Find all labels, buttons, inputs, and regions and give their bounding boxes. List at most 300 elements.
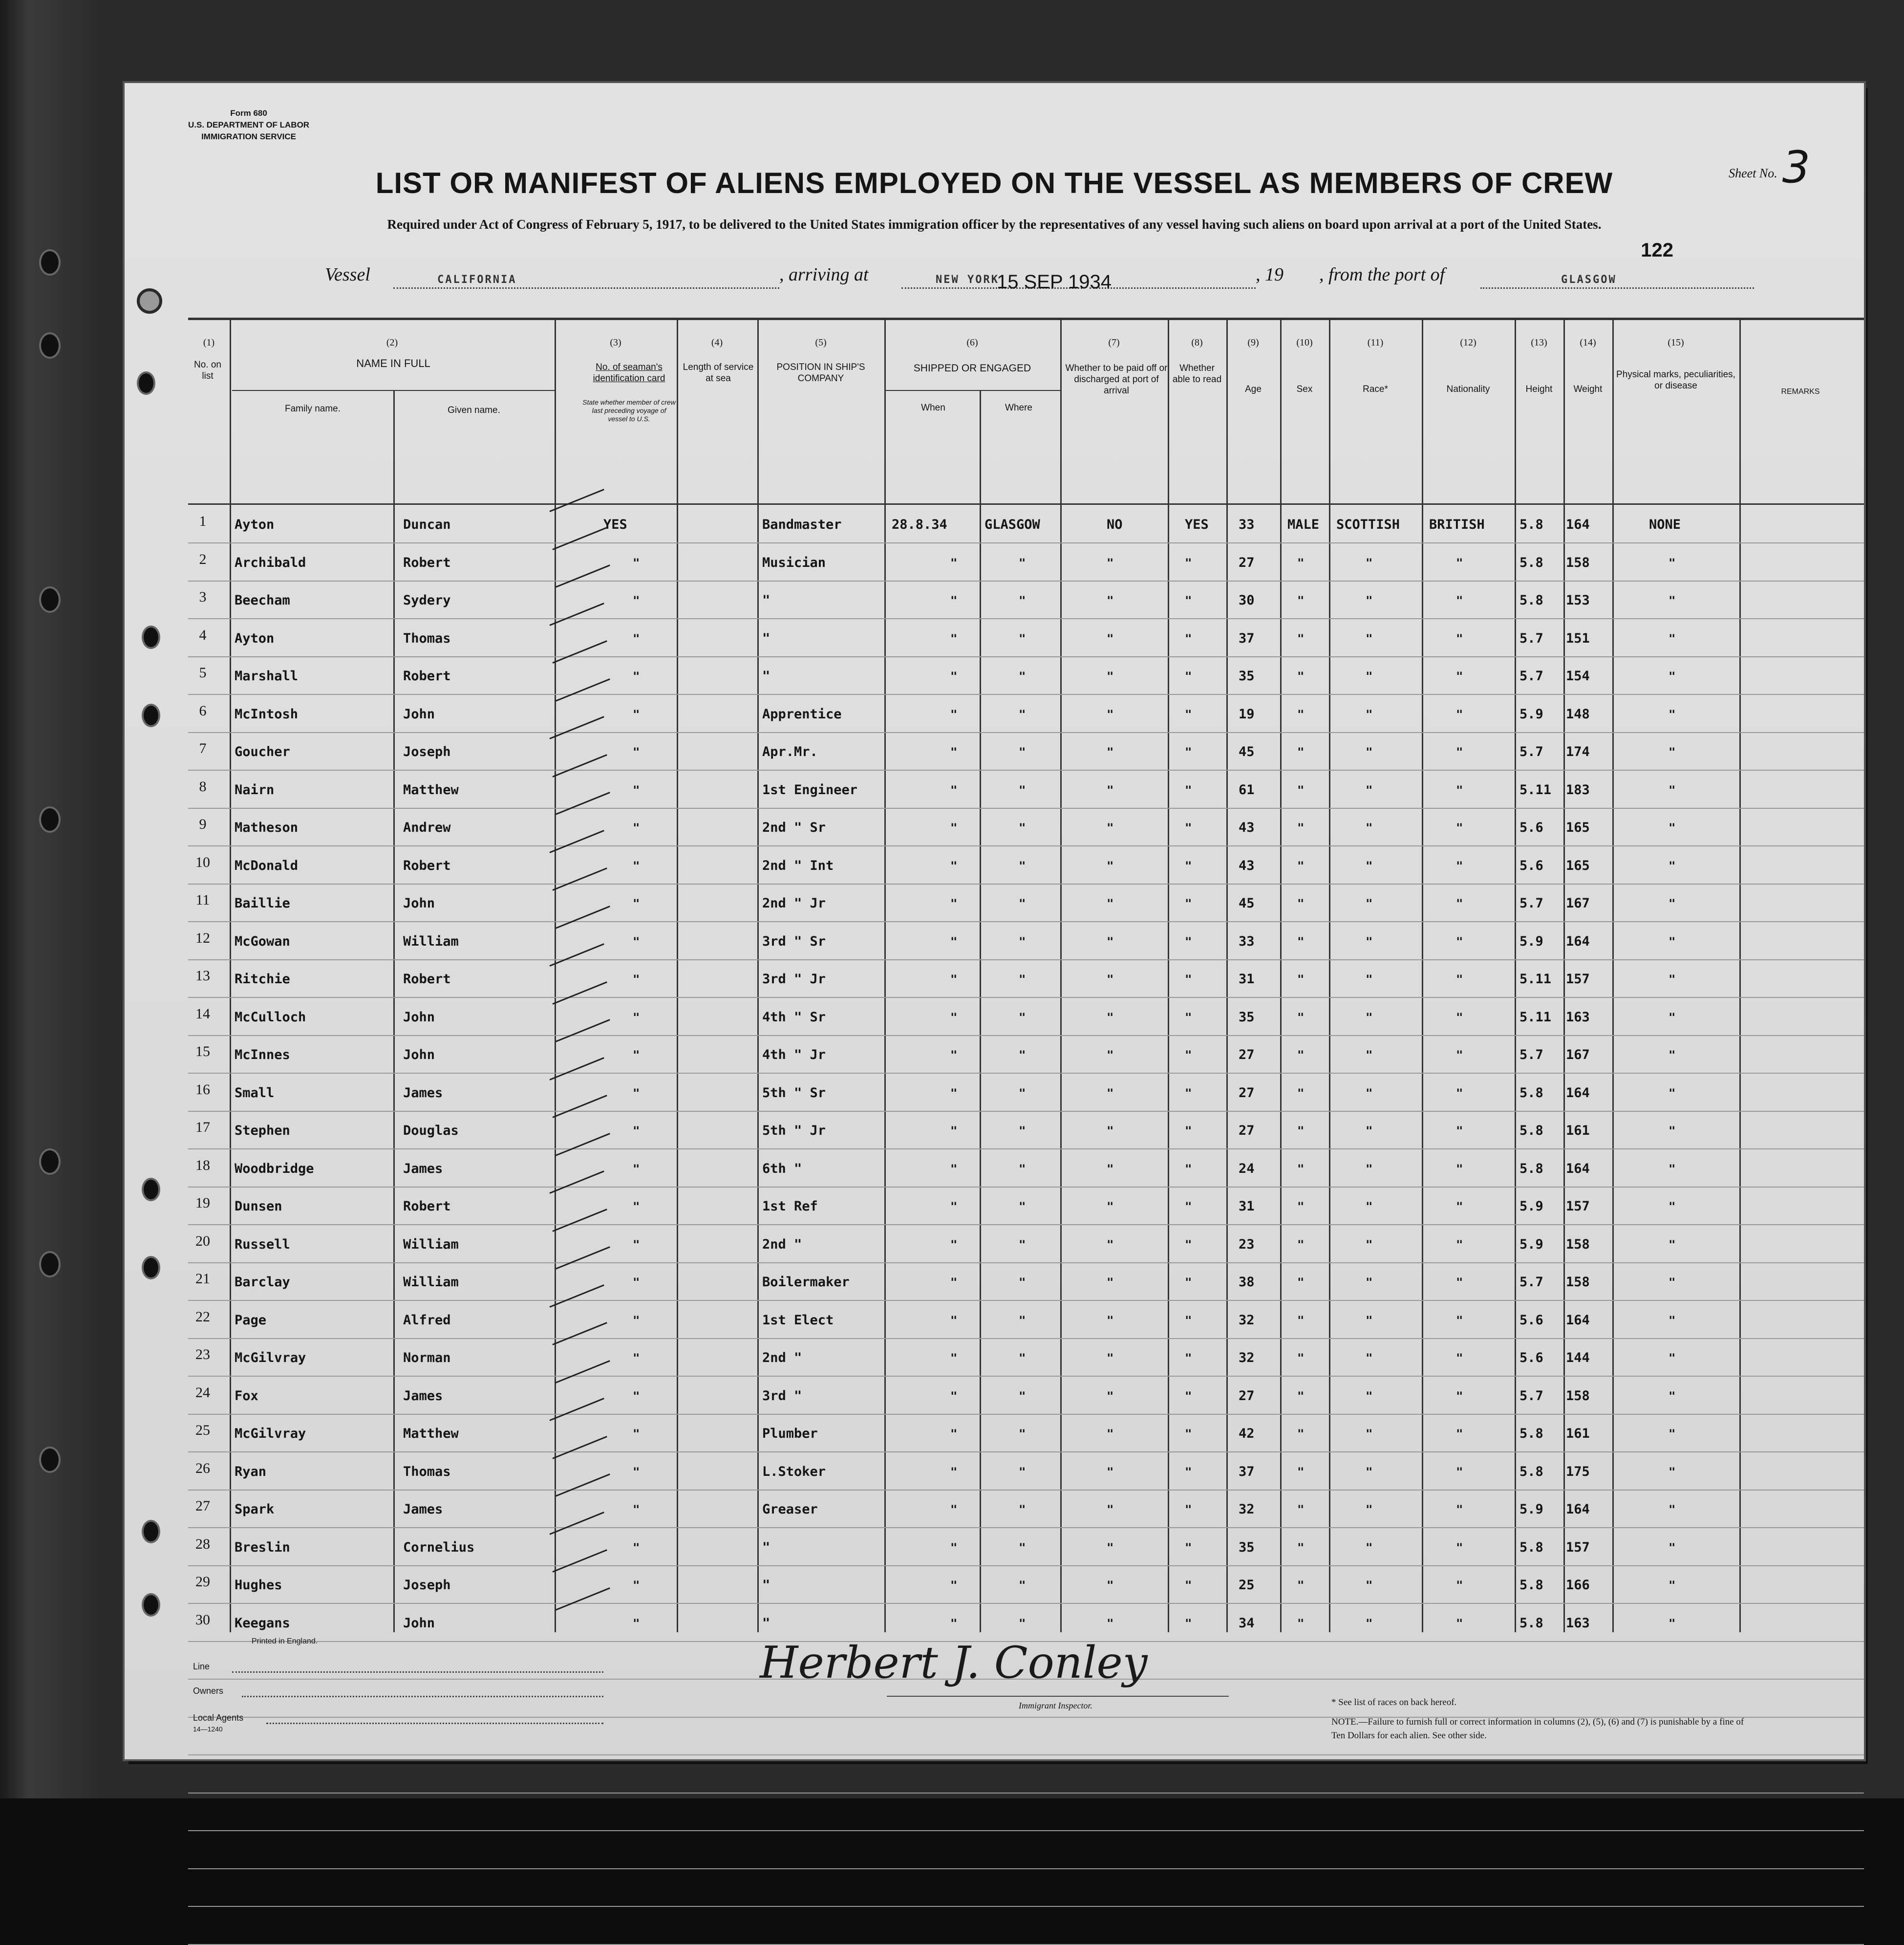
ditto-mark: " <box>1366 1578 1373 1592</box>
ditto-mark: " <box>1366 556 1373 570</box>
row-number: 28 <box>195 1535 210 1552</box>
column-rule <box>1060 318 1062 1632</box>
ditto-mark: " <box>1366 1010 1373 1024</box>
ditto-mark: " <box>1185 934 1192 949</box>
check-mark <box>549 603 604 626</box>
ditto-mark: " <box>950 1616 958 1630</box>
check-mark <box>552 1549 607 1573</box>
ditto-mark: " <box>1019 1578 1026 1592</box>
given-name: William <box>403 1275 459 1290</box>
ditto-mark: " <box>1456 897 1463 910</box>
ditto-mark: " <box>1456 556 1463 570</box>
age: 35 <box>1239 1009 1255 1025</box>
ditto-mark: " <box>633 783 640 797</box>
check-mark <box>552 640 607 664</box>
weight: 164 <box>1566 933 1590 949</box>
ditto-mark: " <box>1669 821 1676 835</box>
ditto-mark: " <box>1366 1540 1373 1555</box>
row-rule <box>188 1300 1864 1301</box>
binder-ring <box>137 288 162 314</box>
age: 61 <box>1239 782 1255 798</box>
age: 27 <box>1239 1085 1255 1101</box>
position: 3rd " Jr <box>762 972 826 987</box>
height: 5.7 <box>1519 1047 1543 1062</box>
family-name: McGowan <box>235 933 290 949</box>
given-name: Cornelius <box>403 1539 475 1555</box>
given-name: James <box>403 1161 443 1176</box>
height: 5.6 <box>1519 820 1543 835</box>
given-name: James <box>403 1085 443 1101</box>
age: 43 <box>1239 858 1255 873</box>
row-rule <box>188 770 1864 771</box>
given-name: Douglas <box>403 1123 459 1138</box>
ditto-mark: " <box>1456 1237 1463 1252</box>
ditto-mark: " <box>1019 594 1026 607</box>
ditto-mark: " <box>1107 707 1114 721</box>
position: 2nd " <box>762 1350 802 1365</box>
position: Boilermaker <box>762 1275 850 1290</box>
ditto-mark: " <box>1107 1313 1114 1327</box>
ditto-mark: " <box>950 556 958 570</box>
ditto-mark: " <box>633 670 640 683</box>
ditto-mark: " <box>1107 1237 1114 1252</box>
ditto-mark: " <box>1456 1313 1463 1327</box>
weight: 174 <box>1566 744 1590 759</box>
ditto-mark: " <box>1297 1540 1305 1555</box>
ditto-mark: " <box>1107 897 1114 910</box>
ditto-mark: " <box>1366 631 1373 646</box>
ditto-mark: " <box>1185 1313 1192 1327</box>
age: 42 <box>1239 1426 1255 1441</box>
ditto-mark: " <box>1297 631 1305 646</box>
age: 37 <box>1239 630 1255 646</box>
from-port-fill <box>1480 287 1754 289</box>
ditto-mark: " <box>950 1540 958 1555</box>
agents-label: Local Agents <box>193 1713 244 1723</box>
race: SCOTTISH <box>1336 517 1400 532</box>
given-name: Alfred <box>403 1312 451 1328</box>
height: 5.8 <box>1519 1085 1543 1101</box>
ditto-mark: " <box>950 1010 958 1024</box>
given-name-rule <box>393 390 395 1632</box>
from-port-label: , from the port of <box>1319 264 1445 285</box>
row-rule <box>188 732 1864 733</box>
ditto-mark: " <box>1669 1200 1676 1213</box>
row-number: 25 <box>195 1422 210 1438</box>
row-rule <box>188 1868 1864 1869</box>
ditto-mark: " <box>1019 1351 1026 1365</box>
ditto-mark: " <box>1456 1465 1463 1479</box>
ditto-mark: " <box>1019 1616 1026 1630</box>
ditto-mark: " <box>1019 897 1026 910</box>
ditto-mark: " <box>950 1275 958 1289</box>
family-name: Keegans <box>235 1615 290 1631</box>
check-mark <box>555 792 610 815</box>
ditto-mark: " <box>1107 1616 1114 1630</box>
weight: 167 <box>1566 1047 1590 1062</box>
family-name: Beecham <box>235 593 290 608</box>
ditto-mark: " <box>1019 1389 1026 1403</box>
position: 6th " <box>762 1161 802 1176</box>
ditto-mark: " <box>1366 1275 1373 1289</box>
ditto-mark: " <box>1669 594 1676 607</box>
ditto-mark: " <box>1669 1124 1676 1138</box>
ditto-mark: " <box>1456 631 1463 646</box>
row-rule <box>188 1603 1864 1604</box>
column-number: (7) <box>1108 337 1120 348</box>
punch-hole <box>39 1251 61 1277</box>
column-rule <box>230 318 231 1632</box>
ditto-mark: " <box>1669 1237 1676 1252</box>
manifest-sheet <box>125 83 1864 1759</box>
check-mark <box>555 564 610 588</box>
row-rule <box>188 808 1864 809</box>
given-name: John <box>403 896 435 911</box>
punch-hole <box>142 1520 160 1543</box>
ditto-mark: " <box>1456 594 1463 607</box>
column-number: (10) <box>1296 337 1313 348</box>
row-rule <box>188 1338 1864 1339</box>
ditto-mark: " <box>950 972 958 986</box>
ditto-mark: " <box>1019 859 1026 873</box>
row-number: 11 <box>195 892 210 908</box>
arrival-date-stamp: 15 SEP 1934 <box>997 271 1112 293</box>
position: Apprentice <box>762 706 842 722</box>
sheet-number-label: Sheet No. <box>1729 166 1777 180</box>
ditto-mark: " <box>1185 745 1192 759</box>
position: L.Stoker <box>762 1464 826 1479</box>
ditto-mark: " <box>633 1048 640 1062</box>
weight: 175 <box>1566 1464 1590 1479</box>
ditto-mark: " <box>1366 1124 1373 1138</box>
check-mark <box>549 1398 604 1421</box>
weight: 154 <box>1566 669 1590 684</box>
ditto-mark: " <box>633 1427 640 1441</box>
check-mark <box>555 1246 610 1270</box>
row-number: 13 <box>195 968 210 984</box>
ditto-mark: " <box>1669 707 1676 721</box>
check-mark <box>552 1095 607 1118</box>
sex: MALE <box>1287 517 1320 532</box>
ditto-mark: " <box>950 1124 958 1138</box>
ditto-mark: " <box>1297 1048 1305 1062</box>
age: 32 <box>1239 1502 1255 1517</box>
row-rule <box>188 618 1864 619</box>
col-position-header: POSITION IN SHIP'S COMPANY <box>776 362 865 384</box>
column-rule <box>1226 318 1228 1632</box>
check-mark <box>552 754 607 778</box>
column-number: (11) <box>1367 337 1384 348</box>
ditto-mark: " <box>1297 821 1305 835</box>
ditto-mark: " <box>1107 1578 1114 1592</box>
ditto-mark: " <box>1019 1086 1026 1100</box>
ditto-mark: " <box>1107 1540 1114 1555</box>
row-number: 22 <box>195 1308 210 1325</box>
form-department: U.S. DEPARTMENT OF LABOR <box>188 120 310 130</box>
ditto-mark: " <box>1366 1313 1373 1327</box>
ditto-mark: " <box>1019 670 1026 683</box>
height: 5.7 <box>1519 1388 1543 1404</box>
column-number: (4) <box>711 337 723 348</box>
ditto-mark: " <box>633 1010 640 1024</box>
ditto-mark: " <box>1456 783 1463 797</box>
ditto-mark: " <box>1185 1578 1192 1592</box>
ditto-mark: " <box>1297 1503 1305 1516</box>
ditto-mark: " <box>1456 1578 1463 1592</box>
weight: 166 <box>1566 1578 1590 1593</box>
ditto-mark: " <box>1185 1200 1192 1213</box>
check-mark <box>552 1209 607 1232</box>
ditto-mark: " <box>1669 1048 1676 1062</box>
ditto-mark: " <box>1185 1162 1192 1176</box>
weight: 158 <box>1566 1236 1590 1252</box>
ditto-mark: " <box>1107 631 1114 646</box>
row-rule <box>188 1944 1864 1945</box>
ditto-mark: " <box>1019 1048 1026 1062</box>
height: 5.8 <box>1519 1615 1543 1631</box>
given-name: James <box>403 1388 443 1404</box>
arriving-label: , arriving at <box>779 264 869 285</box>
weight: 164 <box>1566 1502 1590 1517</box>
family-name: Marshall <box>235 669 299 684</box>
ditto-mark: " <box>1456 934 1463 949</box>
age: 38 <box>1239 1275 1255 1290</box>
ditto-mark: " <box>1019 1275 1026 1289</box>
row-number: 19 <box>195 1195 210 1211</box>
position: 4th " Sr <box>762 1009 826 1025</box>
ditto-mark: " <box>1297 1578 1305 1592</box>
ditto-mark: " <box>1456 1200 1463 1213</box>
row-rule <box>188 1262 1864 1263</box>
position: 1st Ref <box>762 1199 818 1214</box>
weight: 158 <box>1566 555 1590 570</box>
ditto-mark: " <box>950 783 958 797</box>
height: 5.7 <box>1519 896 1543 911</box>
weight: 164 <box>1566 517 1590 532</box>
ditto-mark: " <box>1019 1313 1026 1327</box>
family-name: McDonald <box>235 858 299 873</box>
col-where-header: Where <box>1005 403 1032 413</box>
position: 1st Engineer <box>762 782 858 798</box>
col-nationality-header: Nationality <box>1446 384 1490 394</box>
position: " <box>762 630 770 646</box>
height: 5.11 <box>1519 782 1552 798</box>
position: " <box>762 669 770 684</box>
weight: 165 <box>1566 858 1590 873</box>
ditto-mark: " <box>633 1616 640 1630</box>
able-to-read: YES <box>1185 517 1209 532</box>
ditto-mark: " <box>1107 1162 1114 1176</box>
check-mark <box>555 678 610 702</box>
ditto-mark: " <box>1456 1048 1463 1062</box>
col-name-header: NAME IN FULL <box>356 357 430 369</box>
ditto-mark: " <box>1185 972 1192 986</box>
ditto-mark: " <box>1185 631 1192 646</box>
ditto-mark: " <box>1019 1162 1026 1176</box>
ditto-mark: " <box>1366 783 1373 797</box>
punch-hole <box>39 586 61 613</box>
ditto-mark: " <box>950 1313 958 1327</box>
given-name: William <box>403 933 459 949</box>
ditto-mark: " <box>1366 1389 1373 1403</box>
ditto-mark: " <box>1019 1427 1026 1441</box>
ditto-mark: " <box>1297 1124 1305 1138</box>
signature-line <box>887 1696 1229 1697</box>
row-number: 14 <box>195 1005 210 1022</box>
row-number: 10 <box>195 854 210 870</box>
ditto-mark: " <box>1297 707 1305 721</box>
row-number: 29 <box>195 1574 210 1590</box>
weight: 183 <box>1566 782 1590 798</box>
row-number: 23 <box>195 1346 210 1362</box>
age: 27 <box>1239 1388 1255 1404</box>
age: 34 <box>1239 1615 1255 1631</box>
ditto-mark: " <box>1107 745 1114 759</box>
printed-in: Printed in England. <box>252 1637 318 1645</box>
ditto-mark: " <box>1107 1048 1114 1062</box>
family-name: McIntosh <box>235 706 299 722</box>
punch-hole <box>142 704 160 727</box>
ditto-mark: " <box>1366 1162 1373 1176</box>
check-mark <box>549 489 604 512</box>
height: 5.7 <box>1519 1275 1543 1290</box>
family-name: Fox <box>235 1388 258 1404</box>
ditto-mark: " <box>633 1086 640 1100</box>
arrival-port: NEW YORK <box>936 274 999 286</box>
height: 5.8 <box>1519 1578 1543 1593</box>
ditto-mark: " <box>1107 934 1114 949</box>
ditto-mark: " <box>1669 897 1676 910</box>
ditto-mark: " <box>633 1503 640 1516</box>
height: 5.6 <box>1519 858 1543 873</box>
ditto-mark: " <box>633 707 640 721</box>
ditto-mark: " <box>633 972 640 986</box>
punch-hole <box>142 1593 160 1617</box>
nationality: BRITISH <box>1429 517 1485 532</box>
col-age-header: Age <box>1245 384 1262 394</box>
page-number: 122 <box>1641 239 1673 261</box>
position: 2nd " <box>762 1236 802 1252</box>
ditto-mark: " <box>1185 1275 1192 1289</box>
position: Musician <box>762 555 826 570</box>
row-rule <box>188 1187 1864 1188</box>
ditto-mark: " <box>633 934 640 949</box>
ditto-mark: " <box>950 1048 958 1062</box>
ditto-mark: " <box>1185 1086 1192 1100</box>
weight: 144 <box>1566 1350 1590 1365</box>
ditto-mark: " <box>1669 934 1676 949</box>
column-number: (5) <box>815 337 827 348</box>
weight: 158 <box>1566 1275 1590 1290</box>
ditto-mark: " <box>950 859 958 873</box>
vessel-label: Vessel <box>325 264 370 285</box>
column-rule <box>1739 318 1741 1632</box>
column-number: (1) <box>203 337 215 348</box>
family-name: Barclay <box>235 1275 290 1290</box>
ditto-mark: " <box>633 1313 640 1327</box>
ditto-mark: " <box>950 1200 958 1213</box>
ditto-mark: " <box>950 934 958 949</box>
check-mark <box>552 1322 607 1345</box>
ditto-mark: " <box>1366 745 1373 759</box>
height: 5.9 <box>1519 1236 1543 1252</box>
ditto-mark: " <box>1019 631 1026 646</box>
ditto-mark: " <box>1366 670 1373 683</box>
ditto-mark: " <box>633 897 640 910</box>
column-number: (15) <box>1668 337 1684 348</box>
weight: 163 <box>1566 1009 1590 1025</box>
column-rule <box>1612 318 1614 1632</box>
ditto-mark: " <box>1669 1465 1676 1479</box>
age: 19 <box>1239 706 1255 722</box>
ditto-mark: " <box>1019 556 1026 570</box>
ditto-mark: " <box>1297 1313 1305 1327</box>
row-rule <box>188 1565 1864 1566</box>
ditto-mark: " <box>1669 783 1676 797</box>
ditto-mark: " <box>1669 1162 1676 1176</box>
ditto-mark: " <box>950 1578 958 1592</box>
row-rule <box>188 1073 1864 1074</box>
column-number: (2) <box>386 337 398 348</box>
family-name: Matheson <box>235 820 299 835</box>
weight: 163 <box>1566 1615 1590 1631</box>
column-rule <box>1515 318 1516 1632</box>
ditto-mark: " <box>1366 897 1373 910</box>
ditto-mark: " <box>1297 897 1305 910</box>
ditto-mark: " <box>1019 1200 1026 1213</box>
row-rule <box>188 1793 1864 1794</box>
ditto-mark: " <box>1019 1465 1026 1479</box>
ditto-mark: " <box>1185 897 1192 910</box>
ditto-mark: " <box>1366 1427 1373 1441</box>
given-name: Joseph <box>403 744 451 759</box>
ditto-mark: " <box>1297 972 1305 986</box>
race-footnote: * See list of races on back hereof. <box>1331 1697 1457 1707</box>
ditto-mark: " <box>633 1237 640 1252</box>
position: " <box>762 593 770 608</box>
row-number: 3 <box>199 589 207 605</box>
punch-hole <box>39 1447 61 1473</box>
row-number: 21 <box>195 1271 210 1287</box>
age: 27 <box>1239 1047 1255 1062</box>
family-name: Woodbridge <box>235 1161 314 1176</box>
ditto-mark: " <box>1107 1200 1114 1213</box>
ditto-mark: " <box>1185 1124 1192 1138</box>
ditto-mark: " <box>1297 1237 1305 1252</box>
weight: 157 <box>1566 972 1590 987</box>
given-name: John <box>403 1009 435 1025</box>
col-height-header: Height <box>1525 384 1553 394</box>
ditto-mark: " <box>1669 556 1676 570</box>
ditto-mark: " <box>950 1162 958 1176</box>
ditto-mark: " <box>1297 859 1305 873</box>
ditto-mark: " <box>950 1503 958 1516</box>
given-name: John <box>403 706 435 722</box>
ditto-mark: " <box>1019 1237 1026 1252</box>
col-marks-header: Physical marks, peculiarities, or disease <box>1616 369 1735 391</box>
ditto-mark: " <box>1456 745 1463 759</box>
ditto-mark: " <box>1669 1616 1676 1630</box>
weight: 164 <box>1566 1312 1590 1328</box>
check-mark <box>552 1436 607 1459</box>
height: 5.8 <box>1519 517 1543 532</box>
column-rule <box>1329 318 1330 1632</box>
height: 5.9 <box>1519 1199 1543 1214</box>
row-rule <box>188 1490 1864 1491</box>
row-rule <box>188 1148 1864 1149</box>
check-mark <box>549 1170 604 1194</box>
row-number: 20 <box>195 1232 210 1249</box>
